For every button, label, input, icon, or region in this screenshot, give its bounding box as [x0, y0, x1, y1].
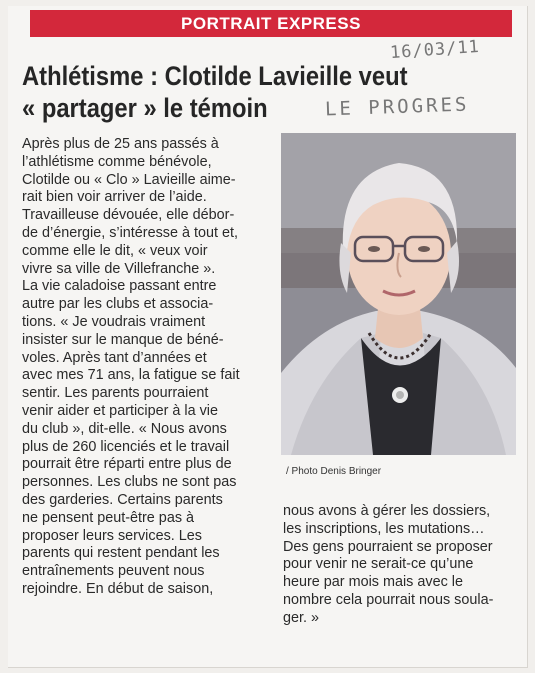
body-line: venir aider et participer à la vie — [22, 402, 218, 419]
body-line: Après plus de 25 ans passés à — [22, 136, 219, 152]
body-line: pour venir ne serait-ce qu’une — [283, 556, 474, 573]
body-line: sentir. Les parents pourraient — [22, 385, 209, 402]
body-line: La vie caladoise passant entre — [22, 278, 217, 295]
body-line: Des gens pourraient se proposer — [283, 538, 493, 555]
body-line: de d’énergie, s’intéresse à tout et, — [22, 224, 238, 241]
body-line: proposer leurs services. Les — [22, 527, 202, 544]
body-line: des garderies. Certains parents — [22, 491, 223, 508]
body-line: pourrait être réparti entre plus de — [22, 456, 232, 473]
body-line: tions. « Je voudrais vraiment — [22, 313, 206, 330]
body-line: parents qui restent pendant les — [22, 545, 220, 562]
body-line: entraînements peuvent nous — [22, 563, 205, 580]
body-line: vivre sa ville de Villefranche ». — [22, 260, 216, 277]
section-banner: PORTRAIT EXPRESS — [30, 10, 512, 37]
body-line: les inscriptions, les mutations… — [283, 520, 485, 537]
body-line: heure par mois mais avec le — [283, 574, 463, 591]
handwritten-date: 16/03/11 — [389, 36, 481, 64]
photo-caption: / Photo Denis Bringer — [286, 466, 382, 477]
body-line: voles. Après tant d’années et — [22, 349, 207, 366]
body-line: rejoindre. En début de saison, — [22, 580, 214, 597]
portrait-illustration — [281, 133, 516, 455]
body-line: insister sur le manque de béné- — [22, 331, 224, 348]
headline-line-1: Athlétisme : Clotilde Lavieille veut — [22, 61, 408, 91]
body-line: Travailleuse dévouée, elle débor- — [22, 207, 235, 224]
body-line: nous avons à gérer les dossiers, — [283, 503, 491, 519]
body-line: nombre cela pourrait nous soula- — [283, 591, 494, 608]
body-line: du club », dit-elle. « Nous avons — [22, 420, 227, 437]
body-line: comme elle le dit, « veux voir — [22, 242, 208, 259]
body-line: Clotilde ou « Clo » Lavieille aime- — [22, 171, 236, 188]
portrait-photo — [281, 133, 516, 455]
body-line: l’athlétisme comme bénévole, — [22, 153, 212, 170]
article-body-right — [283, 503, 518, 628]
article-headline — [22, 60, 458, 124]
body-line: autre par les clubs et associa- — [22, 296, 214, 313]
body-line: avec mes 71 ans, la fatigue se fait — [22, 367, 240, 384]
body-line: ger. » — [283, 609, 320, 626]
body-line: rait bien voir arriver de l’aide. — [22, 189, 207, 206]
body-line: plus de 260 licenciés et le travail — [22, 438, 230, 455]
article-body-left — [22, 136, 284, 599]
body-line: personnes. Les clubs ne sont pas — [22, 474, 237, 491]
headline-line-2: « partager » le témoin — [22, 93, 268, 123]
body-line: ne pensent peut-être pas à — [22, 509, 195, 526]
handwritten-source: LE PROGRES — [324, 93, 470, 121]
